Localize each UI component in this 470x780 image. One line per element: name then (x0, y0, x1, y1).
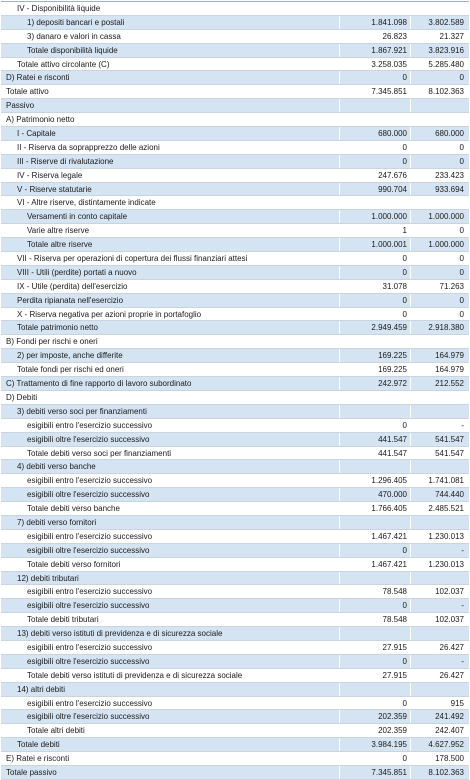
current-year-value: 0 (402, 545, 407, 555)
previous-year-value: 8.102.363 (428, 767, 464, 777)
current-year-value: 78.548 (382, 615, 407, 625)
column-divider (339, 391, 340, 404)
previous-year-value: 241.492 (435, 712, 464, 722)
row-label: IX - Utile (perdita) dell'esercizio (17, 281, 128, 291)
row-label: 13) debiti verso istituti di previdenza e di sicurezza sociale (17, 629, 223, 639)
balance-sheet-table (1, 1, 469, 780)
table-row (1, 2, 469, 16)
table-row (1, 377, 469, 391)
row-label: Totale debiti verso istituti di previdenza e di sicurezza sociale (27, 670, 243, 680)
column-divider (339, 460, 340, 473)
row-label: IV - Riserva legale (17, 170, 83, 180)
current-year-value: 1 (402, 226, 407, 236)
current-year-value: 441.547 (378, 434, 407, 444)
column-divider (339, 572, 340, 585)
row-label: Totale debiti (17, 740, 60, 750)
row-label: esigibili oltre l'esercizio successivo (27, 656, 150, 666)
table-row (1, 321, 469, 335)
previous-year-value: 744.440 (435, 490, 464, 500)
previous-year-value: 5.285.480 (428, 59, 464, 69)
row-label: esigibili entro l'esercizio successivo (27, 420, 153, 430)
table-row (1, 252, 469, 266)
row-label: Totale debiti verso soci per finanziamenti (27, 448, 172, 458)
row-label: VII - Riserva per operazioni di copertura dei flussi finanziari attesi (17, 254, 248, 264)
previous-year-value: 1.000.000 (428, 240, 464, 250)
current-year-value: 247.676 (378, 170, 407, 180)
previous-year-value: 0 (459, 267, 464, 277)
previous-year-value: 0 (459, 254, 464, 264)
current-year-value: 0 (402, 142, 407, 152)
table-row (1, 363, 469, 377)
row-label: B) Fondi per rischi e oneri (6, 337, 98, 347)
table-row (1, 238, 469, 252)
previous-year-value: 4.627.952 (428, 740, 464, 750)
previous-year-value: 1.230.013 (428, 559, 464, 569)
previous-year-value: 933.694 (435, 184, 464, 194)
current-year-value: 990.704 (378, 184, 407, 194)
row-label: esigibili entro l'esercizio successivo (27, 642, 153, 652)
current-year-value: 1.000.001 (371, 240, 407, 250)
row-label: IV - Disponibilità liquide (17, 4, 101, 13)
table-row (1, 113, 469, 127)
current-year-value: 202.359 (378, 726, 407, 736)
table-row (1, 516, 469, 530)
table-row (1, 58, 469, 72)
table-row (1, 433, 469, 447)
row-label: 3) debiti verso soci per finanziamenti (17, 406, 147, 416)
table-row (1, 488, 469, 502)
current-year-value: 1.841.098 (371, 17, 407, 27)
table-row (1, 641, 469, 655)
row-label: VI - Altre riserve, distintamente indicate (17, 198, 156, 208)
previous-year-value: 21.327 (439, 31, 464, 41)
row-label: Perdita ripianata nell'esercizio (17, 295, 124, 305)
previous-year-value: 0 (459, 309, 464, 319)
current-year-value: 7.345.851 (371, 767, 407, 777)
previous-year-value: 0 (459, 156, 464, 166)
current-year-value: 202.359 (378, 712, 407, 722)
row-label: II - Riserva da soprapprezzo delle azioni (17, 142, 160, 152)
table-row (1, 752, 469, 766)
previous-year-value: 0 (459, 73, 464, 83)
table-row (1, 599, 469, 613)
current-year-value: 0 (402, 267, 407, 277)
previous-year-value: - (461, 545, 464, 555)
column-divider (339, 196, 340, 209)
row-label: Totale fondi per rischi ed oneri (17, 365, 124, 375)
column-divider (410, 99, 411, 112)
table-row (1, 155, 469, 169)
column-divider (410, 516, 411, 529)
table-row (1, 335, 469, 349)
row-label: D) Debiti (6, 392, 38, 402)
current-year-value: 0 (402, 73, 407, 83)
row-label: 1) depositi bancari e postali (27, 17, 125, 27)
table-row (1, 669, 469, 683)
column-divider (339, 335, 340, 348)
current-year-value: 680.000 (378, 129, 407, 139)
column-divider (339, 516, 340, 529)
row-label: Totale passivo (6, 767, 57, 777)
row-label: esigibili entro l'esercizio successivo (27, 531, 153, 541)
row-label: Versamenti in conto capitale (27, 212, 128, 222)
row-label: X - Riserva negativa per azioni proprie in portafoglio (17, 309, 202, 319)
table-row (1, 766, 469, 780)
table-row (1, 349, 469, 363)
table-row (1, 294, 469, 308)
previous-year-value: 178.500 (435, 754, 464, 764)
row-label: esigibili entro l'esercizio successivo (27, 476, 153, 486)
table-row (1, 585, 469, 599)
previous-year-value: 102.037 (435, 615, 464, 625)
previous-year-value: 3.802.589 (428, 17, 464, 27)
table-row (1, 85, 469, 99)
current-year-value: 78.548 (382, 587, 407, 597)
current-year-value: 242.972 (378, 379, 407, 389)
current-year-value: 3.258.035 (371, 59, 407, 69)
column-divider (410, 627, 411, 640)
previous-year-value: 1.741.081 (428, 476, 464, 486)
current-year-value: 1.867.921 (371, 45, 407, 55)
current-year-value: 0 (402, 754, 407, 764)
previous-year-value: - (461, 420, 464, 430)
column-divider (410, 391, 411, 404)
current-year-value: 0 (402, 254, 407, 264)
row-label: D) Ratei e risconti (6, 73, 70, 83)
previous-year-value: 102.037 (435, 587, 464, 597)
previous-year-value: - (461, 601, 464, 611)
row-label: Totale debiti verso fornitori (27, 559, 121, 569)
table-row (1, 724, 469, 738)
previous-year-value: 0 (459, 226, 464, 236)
table-row (1, 169, 469, 183)
row-label: III - Riserve di rivalutazione (17, 156, 114, 166)
row-label: Totale altre riserve (27, 240, 93, 250)
current-year-value: 3.984.195 (371, 740, 407, 750)
previous-year-value: 26.427 (439, 670, 464, 680)
column-divider (339, 113, 340, 126)
table-row (1, 99, 469, 113)
column-divider (339, 2, 340, 15)
table-row (1, 196, 469, 210)
row-label: 14) altri debiti (17, 684, 66, 694)
previous-year-value: 3.823.916 (428, 45, 464, 55)
previous-year-value: 541.547 (435, 448, 464, 458)
row-label: Totale patrimonio netto (17, 323, 98, 333)
table-row (1, 71, 469, 85)
row-label: 2) per imposte, anche differite (17, 351, 123, 361)
previous-year-value: 2.485.521 (428, 504, 464, 514)
table-row (1, 30, 469, 44)
row-label: Passivo (6, 101, 35, 111)
table-row (1, 127, 469, 141)
current-year-value: 169.225 (378, 365, 407, 375)
row-label: I - Capitale (17, 129, 56, 139)
previous-year-value: 164.979 (435, 365, 464, 375)
column-divider (410, 683, 411, 696)
current-year-value: 0 (402, 420, 407, 430)
row-label: V - Riserve statutarie (17, 184, 92, 194)
current-year-value: 27.915 (382, 642, 407, 652)
row-label: Varie altre riserve (27, 226, 90, 236)
column-divider (339, 627, 340, 640)
previous-year-value: 915 (450, 698, 464, 708)
previous-year-value: 1.230.013 (428, 531, 464, 541)
row-label: C) Trattamento di fine rapporto di lavoro subordinato (6, 379, 192, 389)
previous-year-value: - (461, 656, 464, 666)
column-divider (410, 460, 411, 473)
current-year-value: 7.345.851 (371, 87, 407, 97)
table-row (1, 474, 469, 488)
current-year-value: 470.000 (378, 490, 407, 500)
previous-year-value: 164.979 (435, 351, 464, 361)
table-row (1, 391, 469, 405)
current-year-value: 0 (402, 156, 407, 166)
column-divider (339, 683, 340, 696)
current-year-value: 0 (402, 295, 407, 305)
column-divider (410, 335, 411, 348)
previous-year-value: 0 (459, 142, 464, 152)
previous-year-value: 71.263 (439, 281, 464, 291)
row-label: Totale disponibilità liquide (27, 45, 118, 55)
column-divider (410, 572, 411, 585)
table-row (1, 44, 469, 58)
row-label: esigibili oltre l'esercizio successivo (27, 601, 150, 611)
row-label: 4) debiti verso banche (17, 462, 96, 472)
row-label: esigibili entro l'esercizio successivo (27, 698, 153, 708)
row-label: Totale attivo (6, 87, 49, 97)
table-row (1, 141, 469, 155)
row-label: A) Patrimonio netto (6, 115, 75, 125)
table-row (1, 544, 469, 558)
table-row (1, 16, 469, 30)
row-label: 3) danaro e valori in cassa (27, 31, 121, 41)
row-label: Totale attivo circolante (C) (17, 59, 110, 69)
current-year-value: 169.225 (378, 351, 407, 361)
table-row (1, 266, 469, 280)
current-year-value: 1.766.405 (371, 504, 407, 514)
current-year-value: 1.467.421 (371, 531, 407, 541)
table-row (1, 697, 469, 711)
current-year-value: 31.078 (382, 281, 407, 291)
row-label: Totale altri debiti (27, 726, 85, 736)
column-divider (339, 405, 340, 418)
current-year-value: 0 (402, 698, 407, 708)
previous-year-value: 1.000.000 (428, 212, 464, 222)
row-label: Totale debiti tributari (27, 615, 99, 625)
table-row (1, 210, 469, 224)
table-row (1, 308, 469, 322)
previous-year-value: 8.102.363 (428, 87, 464, 97)
column-divider (410, 113, 411, 126)
previous-year-value: 541.547 (435, 434, 464, 444)
table-row (1, 627, 469, 641)
table-row (1, 280, 469, 294)
table-row (1, 502, 469, 516)
table-row (1, 710, 469, 724)
table-row (1, 224, 469, 238)
table-row (1, 447, 469, 461)
row-label: esigibili entro l'esercizio successivo (27, 587, 153, 597)
row-label: esigibili oltre l'esercizio successivo (27, 434, 150, 444)
column-divider (410, 405, 411, 418)
table-row (1, 405, 469, 419)
previous-year-value: 680.000 (435, 129, 464, 139)
column-divider (410, 196, 411, 209)
current-year-value: 1.000.000 (371, 212, 407, 222)
current-year-value: 0 (402, 656, 407, 666)
current-year-value: 1.296.405 (371, 476, 407, 486)
current-year-value: 0 (402, 601, 407, 611)
column-divider (410, 2, 411, 15)
row-label: 7) debiti verso fornitori (17, 517, 97, 527)
current-year-value: 0 (402, 309, 407, 319)
previous-year-value: 233.423 (435, 170, 464, 180)
table-row (1, 655, 469, 669)
previous-year-value: 2.918.380 (428, 323, 464, 333)
table-row (1, 419, 469, 433)
row-label: VIII - Utili (perdite) portati a nuovo (17, 267, 137, 277)
table-row (1, 530, 469, 544)
current-year-value: 1.467.421 (371, 559, 407, 569)
row-label: esigibili oltre l'esercizio successivo (27, 490, 150, 500)
row-label: E) Ratei e risconti (6, 754, 70, 764)
row-label: esigibili oltre l'esercizio successivo (27, 712, 150, 722)
row-label: esigibili oltre l'esercizio successivo (27, 545, 150, 555)
table-row (1, 558, 469, 572)
row-label: 12) debiti tributari (17, 573, 79, 583)
current-year-value: 441.547 (378, 448, 407, 458)
previous-year-value: 212.552 (435, 379, 464, 389)
table-row (1, 183, 469, 197)
column-divider (339, 99, 340, 112)
table-row (1, 683, 469, 697)
row-label: Totale debiti verso banche (27, 504, 120, 514)
table-row (1, 460, 469, 474)
previous-year-value: 0 (459, 295, 464, 305)
table-row (1, 572, 469, 586)
table-row (1, 738, 469, 752)
current-year-value: 27.915 (382, 670, 407, 680)
current-year-value: 26.823 (382, 31, 407, 41)
current-year-value: 2.949.459 (371, 323, 407, 333)
previous-year-value: 26.427 (439, 642, 464, 652)
previous-year-value: 242.407 (435, 726, 464, 736)
table-row (1, 613, 469, 627)
